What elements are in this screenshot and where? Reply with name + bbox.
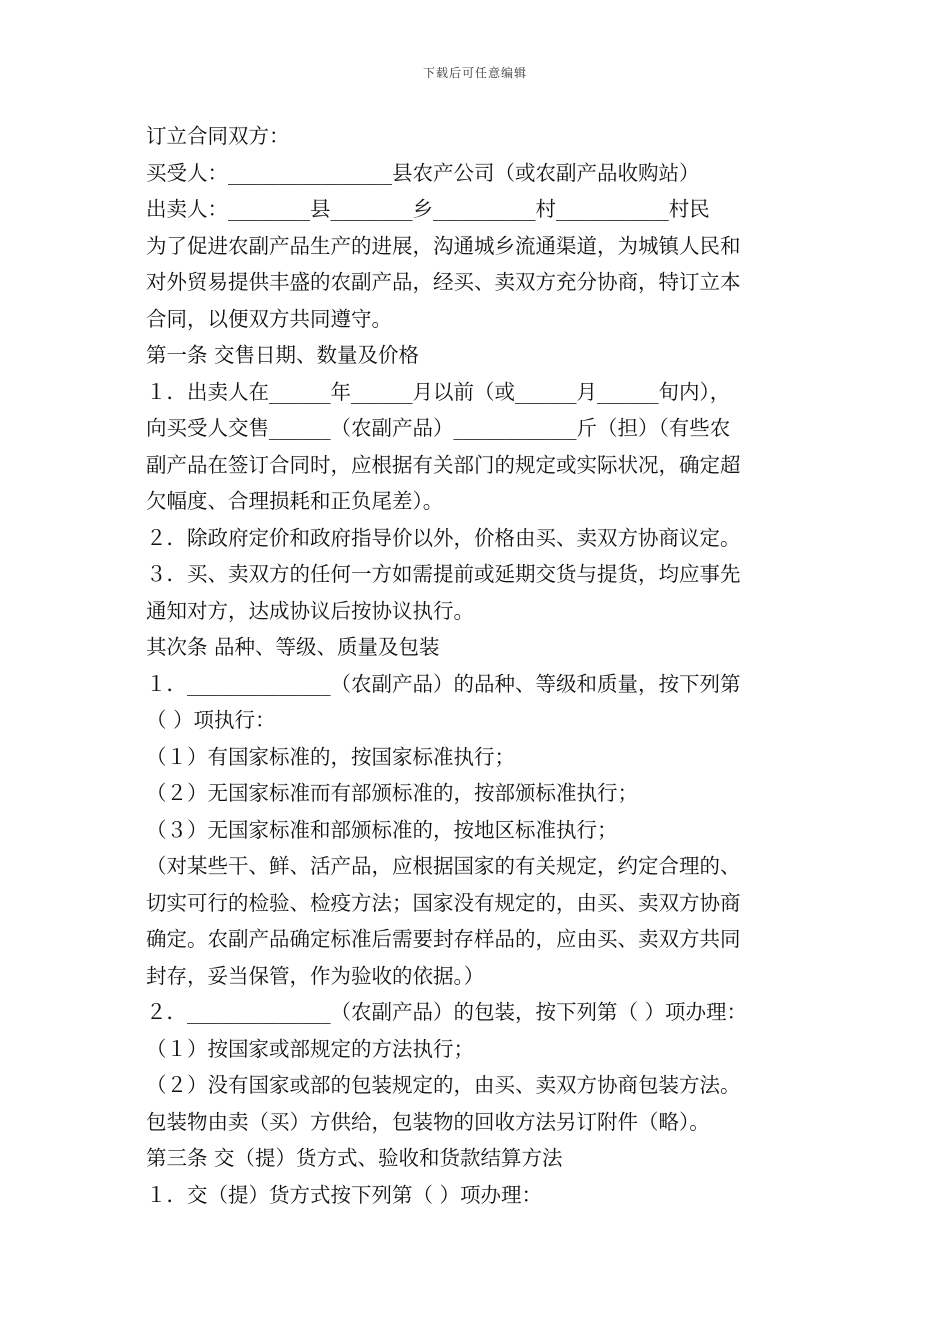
contract-line: （２）无国家标准而有部颁标准的，按部颁标准执行； [146,781,638,805]
contract-line: １．______________（农副产品）的品种、等级和质量，按下列第 [146,671,741,696]
contract-line: （２）没有国家或部的包装规定的，由买、卖双方协商包装方法。 [146,1073,741,1097]
contract-body [146,118,818,1213]
contract-line: 向买受人交售______（农副产品）____________斤（担）（有些农 [146,416,731,440]
contract-line: （ ）项执行： [146,708,276,732]
contract-line: １．出卖人在______年______月以前（或______月______旬内）， [146,379,731,404]
contract-line: ２．除政府定价和政府指导价以外，价格由买、卖双方协商议定。 [146,525,741,550]
contract-line: 确定。农副产品确定标准后需要封存样品的，应由买、卖双方共同 [146,927,741,951]
contract-line: 通知对方，达成协议后按协议执行。 [146,598,474,623]
contract-line: （对某些干、鲜、活产品，应根据国家的有关规定，约定合理的、 [146,854,741,878]
contract-line: （１）有国家标准的，按国家标准执行； [146,744,515,769]
contract-line: ２．______________（农副产品）的包装，按下列第（ ）项办理： [146,1000,748,1024]
article-heading: 第三条 交（提）货方式、验收和货款结算方法 [146,1146,563,1170]
contract-line: （１）按国家或部规定的方法执行； [146,1036,474,1061]
contract-line: 买受人：________________县农产公司（或农副产品收购站） [146,160,700,185]
contract-line: 副产品在签订合同时，应根据有关部门的规定或实际状况，确定超 [146,452,741,477]
contract-line: １．交（提）货方式按下列第（ ）项办理： [146,1182,543,1207]
article-heading: 其次条 品种、等级、质量及包装 [146,635,440,659]
contract-line: 包装物由卖（买）方供给，包装物的回收方法另订附件（略）。 [146,1109,710,1134]
contract-line: （３）无国家标准和部颁标准的，按地区标准执行； [146,817,618,842]
download-note: 下载后可任意编辑 [422,66,527,80]
contract-line: 切实可行的检验、检疫方法；国家没有规定的，由买、卖双方协商 [146,890,741,915]
contract-line: 欠幅度、合理损耗和正负尾差）。 [146,489,444,513]
contract-line: 合同，以便双方共同遵守。 [146,306,392,331]
article-heading: 第一条 交售日期、数量及价格 [146,343,420,367]
contract-line: 订立合同双方： [146,124,290,148]
contract-line: 为了促进农副产品生产的进展，沟通城乡流通渠道，为城镇人民和 [146,233,741,258]
contract-line: ３．买、卖双方的任何一方如需提前或延期交货与提货，均应事先 [146,562,741,586]
contract-line: 封存，妥当保管，作为验收的依据。） [146,963,485,988]
contract-line: 出卖人：________县________乡__________村___________村民 [146,197,710,221]
contract-line: 对外贸易提供丰盛的农副产品，经买、卖双方充分协商，特订立本 [146,270,741,294]
